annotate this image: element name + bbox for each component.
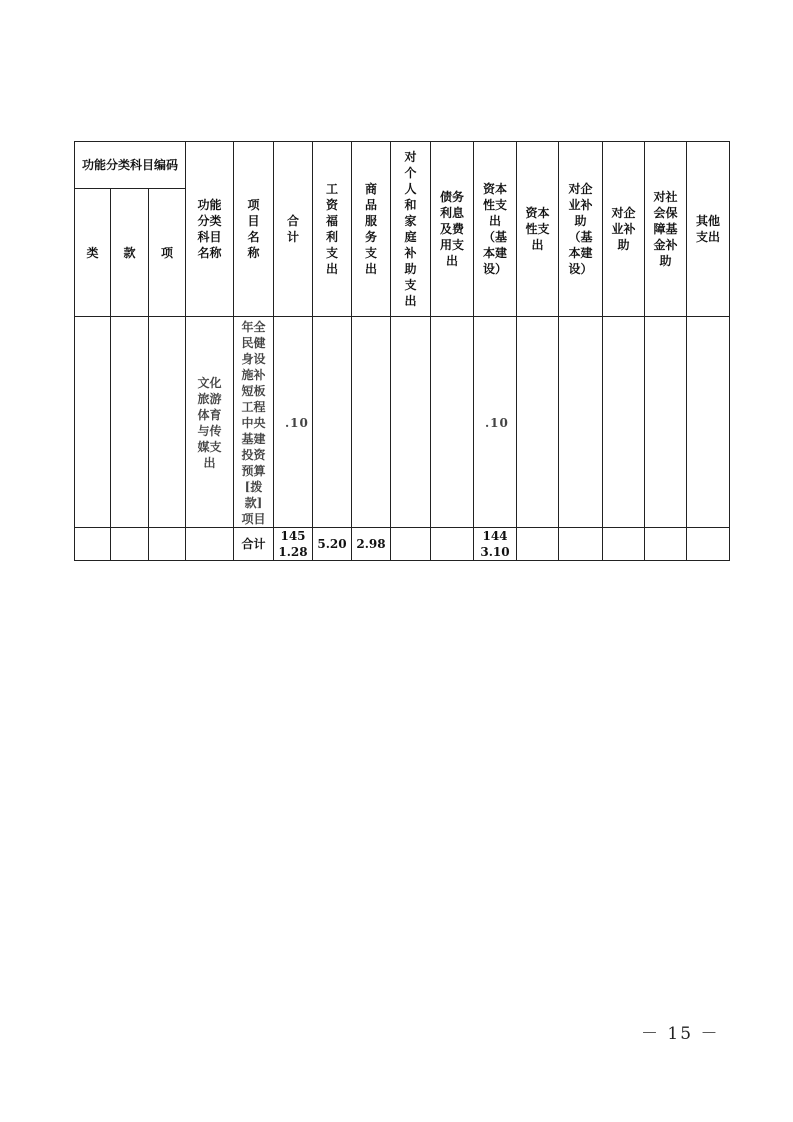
cell-wages (313, 317, 352, 528)
cell-xiang (149, 317, 186, 528)
total-cell-kuan (111, 528, 149, 561)
header-other: 其他支出 (687, 142, 730, 317)
cell-func-name: 文化旅游体育与传媒支出 (186, 317, 234, 528)
total-label: 合计 (234, 528, 274, 561)
total-other (687, 528, 730, 561)
header-social-security: 对社会保障基金补助 (645, 142, 687, 317)
header-goods: 商品服务支出 (352, 142, 391, 317)
header-total: 合计 (274, 142, 313, 317)
cell-debt (431, 317, 474, 528)
header-code-group: 功能分类科目编码 (75, 142, 186, 189)
cell-enterprise-basic (559, 317, 603, 528)
total-cell-xiang (149, 528, 186, 561)
budget-expenditure-table (74, 141, 730, 561)
header-item-name: 项目名称 (234, 142, 274, 317)
header-enterprise-basic: 对企业补助（基本建设） (559, 142, 603, 317)
cell-item-name: 年全民健身设施补短板工程中央基建投资预算[拨款]项目 (234, 317, 274, 528)
header-individual: 对个人和家庭补助支出 (391, 142, 431, 317)
total-enterprise-basic (559, 528, 603, 561)
header-kuan: 款 (111, 189, 149, 317)
header-row-1 (75, 142, 730, 189)
total-cell-lei (75, 528, 111, 561)
cell-total: .10 (274, 317, 313, 528)
page-number: － 15 － (641, 1024, 720, 1044)
total-capital (517, 528, 559, 561)
header-debt: 债务利息及费用支出 (431, 142, 474, 317)
cell-other (687, 317, 730, 528)
total-enterprise (603, 528, 645, 561)
header-lei: 类 (75, 189, 111, 317)
table-row (75, 317, 730, 528)
header-enterprise: 对企业补助 (603, 142, 645, 317)
total-row (75, 528, 730, 561)
cell-capital-basic: .10 (474, 317, 517, 528)
cell-individual (391, 317, 431, 528)
cell-enterprise (603, 317, 645, 528)
header-capital: 资本性支出 (517, 142, 559, 317)
total-wages: 5.20 (313, 528, 352, 561)
total-debt (431, 528, 474, 561)
header-func-name: 功能分类科目名称 (186, 142, 234, 317)
header-xiang: 项 (149, 189, 186, 317)
total-individual (391, 528, 431, 561)
cell-kuan (111, 317, 149, 528)
header-wages: 工资福利支出 (313, 142, 352, 317)
cell-lei (75, 317, 111, 528)
header-capital-basic: 资本性支出（基本建设） (474, 142, 517, 317)
total-value: 1451.28 (274, 528, 313, 561)
cell-social-security (645, 317, 687, 528)
cell-capital (517, 317, 559, 528)
total-capital-basic: 1443.10 (474, 528, 517, 561)
total-goods: 2.98 (352, 528, 391, 561)
total-social-security (645, 528, 687, 561)
total-cell-func-name (186, 528, 234, 561)
cell-goods (352, 317, 391, 528)
